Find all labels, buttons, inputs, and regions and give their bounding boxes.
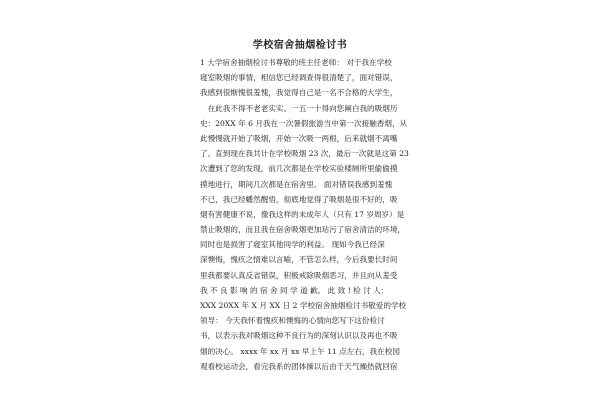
body-line: 不已，我已经幡然醒悟，彻底地觉得了吸烟是很不好的，吸 [200,194,398,204]
document-title: 学校宿舍抽烟检讨书 [252,40,348,51]
body-line: 烟有害健康不说，像我这样的未成年人（只有 17 岁周岁）是 [200,209,405,219]
body-line: 寝室吸烟的事情，相信您已经调查得很清楚了，面对错误， [200,73,398,83]
body-line: 禁止吸烟的，而且我在宿舍吸烟更加玷污了宿舍清洁的环境， [200,225,406,235]
body-line: XXX 20XX 年 X 月 XX 日 2 学校宿舍抽烟检讨书敬爱的学校 [200,301,407,310]
body-line: 次遭到了您的发现，前几次都是在学校实验楼厕所里偷偷摸 [200,164,398,174]
body-line: 此慢慢就开始了吸烟，开始一次吸一两根，后来就烟不离嘴 [200,133,398,143]
body-line: 深懊悔，愧疚之情难以言喻，不管怎么样，今后我要长时间 [200,255,398,265]
body-line: 我感到很惭愧很羞愧，我觉得自己是一名不合格的大学生， [200,88,398,98]
body-line: 1 大学宿舍抽烟检讨书尊敬的班主任老师： 对于我在学校 [200,58,392,67]
body-line: 史：20XX 年 6 月我在一次暑假旅游当中第一次接触香烟，从 [200,118,408,128]
body-line: 了。直到现在我共计在学校吸烟 23 次，最后一次就是这第 23 [200,149,409,159]
body-line: 领导： 今天我怀着愧疚和懊悔的心情向您写下这份检讨 [200,316,385,326]
body-line: 我 不 良 影 响 的 宿 舍 同 学 道 歉。 此 致 ! 检 讨 人： [200,285,389,295]
body-line: 在此我不得不老老实实、一五一十得向您阐白我的吸烟历 [200,103,398,113]
body-line: 里我都要认真反省错误，积极戒除吸烟恶习，并且向从羞受 [200,270,398,280]
body-line: 摸地进行，期间几次都是在宿舍里。 面对错误我感到羞愧 [200,179,393,189]
body-line: 观看校运动会，看完我系的团体操以后由于天气燥热就回宿 [200,361,398,371]
body-line: 同时也是损害了寝室其他同学的利益。 现如今我已经深 [200,240,385,250]
document-body [200,55,410,374]
body-line: 烟的决心。 xxxx 年 xx 月 xx 早上午 11 点左右，我在校园 [200,346,400,356]
body-line: 书，以表示我对吸烟这种不良行为的深刻认识以及再也不吸 [200,331,398,341]
